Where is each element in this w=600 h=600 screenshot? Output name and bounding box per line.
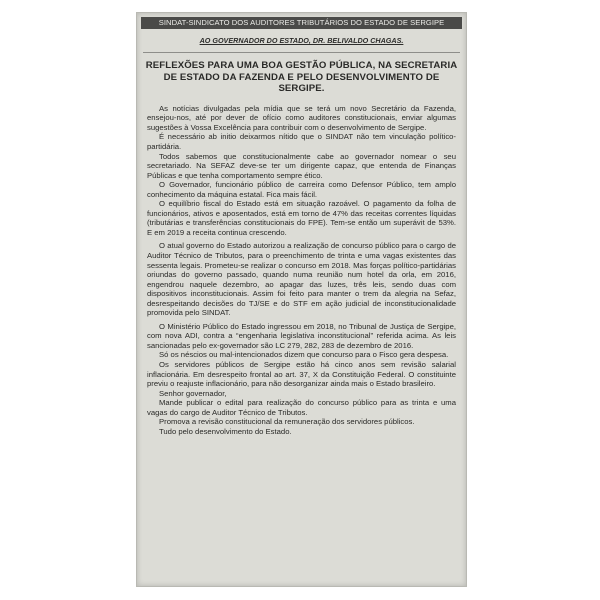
divider — [143, 52, 460, 53]
paragraph: O equilíbrio fiscal do Estado está em situação razoável. O pagamento da folha de funcionários, ativos e aposentados, está em torno de 47% das receitas correntes líquidas (tributárias e transferências constitucionais do FPE). Tem-se então um superávit de 53%. E em 2019 a receita continua crescendo. — [147, 199, 456, 237]
article-headline: REFLEXÕES PARA UMA BOA GESTÃO PÚBLICA, NA SECRETARIA DE ESTADO DA FAZENDA E PELO DESENVOLVIMENTO DE SERGIPE. — [145, 60, 458, 95]
paragraph: Promova a revisão constitucional da remuneração dos servidores públicos. — [159, 417, 415, 427]
paragraph: É necessário ab initio deixarmos nítido que o SINDAT não tem vinculação político-partidária. — [147, 132, 456, 151]
newspaper-clipping — [136, 12, 467, 587]
article-body — [147, 104, 456, 437]
paragraph: Todos sabemos que constitucionalmente cabe ao governador nomear o seu secretariado. Na SEFAZ deve-se ter um dirigente capaz, que entenda de Finanças Públicas e que tenha comportamento sempre ético. — [147, 151, 456, 180]
paragraph: Tudo pelo desenvolvimento do Estado. — [159, 426, 292, 436]
union-banner: SINDAT-SINDICATO DOS AUDITORES TRIBUTÁRIOS DO ESTADO DE SERGIPE — [141, 17, 462, 29]
paragraph: Os servidores públicos de Sergipe estão há cinco anos sem revisão salarial inflacionária. Em desrespeito frontal ao art. 37, X da Constituição Federal. O constituinte previu o reajuste inflacionário, para não desorganizar ainda mais o Estado brasileiro. — [147, 360, 456, 389]
addressee-line — [137, 36, 466, 45]
paragraph: O Governador, funcionário público de carreira como Defensor Público, tem amplo conhecimento da máquina estatal. Fica mais fácil. — [147, 180, 456, 199]
paragraph: Senhor governador, — [159, 388, 227, 398]
paragraph: Só os néscios ou mal-intencionados dizem que concurso para o Fisco gera despesa. — [159, 350, 449, 360]
paragraph: O atual governo do Estado autorizou a realização de concurso público para o cargo de Auditor Técnico de Tributos, para o preenchimento de trinta e uma vagas existentes das sessenta legais. Prometeu-se realizar o concurso em 2018. Mas forças político-partidárias oriundas do governo passado, quando numa reunião num hotel da orla, em 2016, engendrou naquele dezembro, ao apagar das luzes, três leis, sendo duas com dispositivos inconstitucionais. Assim foi feito para manter o trem da alegria na Sefaz, desrespeitando decisões do TJ/SE e do STF em ação judicial de inconstitucionalidade promovida pelo SINDAT. — [147, 241, 456, 318]
paragraph: O Ministério Público do Estado ingressou em 2018, no Tribunal de Justiça de Sergipe, com nova ADI, contra a “engenharia legislativa inconstitucional” referida acima. As leis sancionadas pelo ex-governador são LC 279, 282, 283 de dezembro de 2016. — [147, 321, 456, 350]
paragraph: As notícias divulgadas pela mídia que se terá um novo Secretário da Fazenda, ensejou-nos, até por dever de ofício como auditores constitucionais, enviar algumas sugestões à Vossa Excelência para contribuir com o desenvolvimento de Sergipe. — [147, 103, 456, 132]
paragraph: Mande publicar o edital para realização do concurso público para as trinta e uma vagas do cargo de Auditor Técnico de Tributos. — [147, 398, 456, 417]
addressee-text: AO GOVERNADOR DO ESTADO, DR. BELIVALDO CHAGAS. — [199, 36, 404, 45]
